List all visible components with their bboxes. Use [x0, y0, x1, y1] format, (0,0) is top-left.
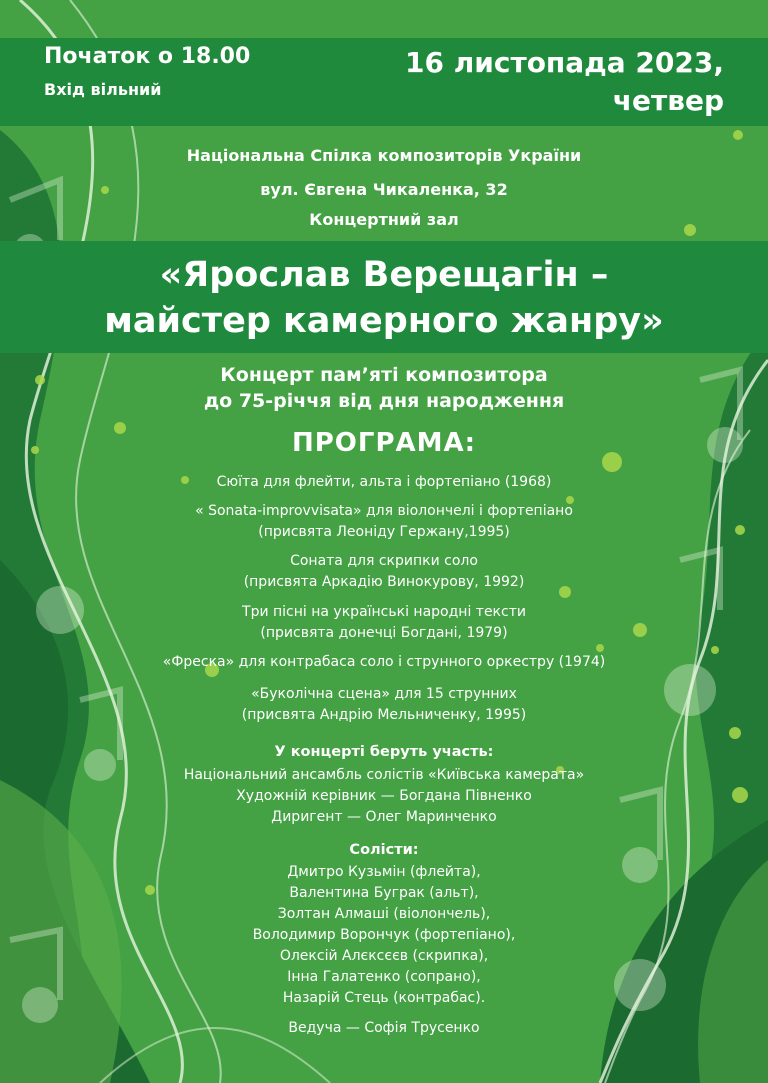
participant-line: Національний ансамбль солістів «Київська камерата»: [183, 767, 585, 783]
program-item-title: Соната для скрипки соло: [290, 553, 478, 569]
subtitle-line-2: до 75-річчя від дня народження: [203, 390, 565, 412]
program-item: [0, 684, 768, 726]
host-line: Ведуча — Софія Трусенко: [288, 1020, 480, 1036]
program-item-title: Сюїта для флейти, альта і фортепіано (1968): [216, 474, 552, 490]
weekday-line: четвер: [612, 84, 724, 117]
concert-title: [0, 252, 768, 344]
soloist-line: Назарій Стець (контрабас).: [282, 990, 486, 1006]
venue-address: вул. Євгена Чикаленка, 32: [260, 180, 508, 199]
program-item-dedication: (присвята донечці Богдані, 1979): [260, 625, 508, 641]
program-item: [0, 652, 768, 673]
participants-heading: У концерті беруть участь:: [274, 744, 494, 760]
program-item: [0, 501, 768, 543]
program-heading: ПРОГРАМА:: [291, 428, 477, 458]
date-line: 16 листопада 2023,: [405, 46, 724, 79]
concert-date: [405, 44, 724, 120]
concert-subtitle: [0, 362, 768, 414]
subtitle-line-1: Концерт пам’яті композитора: [220, 364, 548, 386]
program-item-title: « Sonata-improvvisata» для віолончелі і фортепіано: [195, 503, 573, 519]
program-item-dedication: (присвята Леоніду Гержану,1995): [258, 524, 510, 540]
soloists-heading: Солісти:: [349, 842, 419, 858]
title-line-2: майстер камерного жанру»: [104, 301, 664, 341]
participant-line: Диригент — Олег Маринченко: [271, 809, 497, 825]
program-item-title: Три пісні на українські народні тексти: [242, 604, 526, 620]
soloist-line: Валентина Буграк (альт),: [289, 885, 479, 901]
program-item: [0, 602, 768, 644]
program-item-title: «Фреска» для контрабаса соло і струнного оркестру (1974): [162, 654, 606, 670]
program-item-title: «Буколічна сцена» для 15 струнних: [251, 686, 517, 702]
venue-org: Національна Спілка композиторів України: [186, 146, 582, 165]
title-line-1: «Ярослав Верещагін –: [159, 255, 609, 295]
soloist-line: Олексій Алєксєєв (скрипка),: [279, 948, 489, 964]
soloists-list: [0, 862, 768, 1009]
venue-hall: Концертний зал: [309, 210, 459, 229]
soloist-line: Дмитро Кузьмін (флейта),: [287, 864, 481, 880]
soloist-line: Золтан Алмаші (віолончель),: [277, 906, 491, 922]
soloist-line: Інна Галатенко (сопрано),: [287, 969, 481, 985]
program-item: [0, 551, 768, 593]
free-entry: Вхід вільний: [44, 80, 162, 99]
start-time: Початок о 18.00: [44, 44, 251, 69]
participants-list: [0, 765, 768, 828]
program-item-dedication: (присвята Аркадію Винокурову, 1992): [243, 574, 525, 590]
soloist-line: Володимир Ворончук (фортепіано),: [252, 927, 516, 943]
program-item: [0, 472, 768, 493]
program-item-dedication: (присвята Андрію Мельниченку, 1995): [241, 707, 527, 723]
participant-line: Художній керівник — Богдана Півненко: [236, 788, 532, 804]
